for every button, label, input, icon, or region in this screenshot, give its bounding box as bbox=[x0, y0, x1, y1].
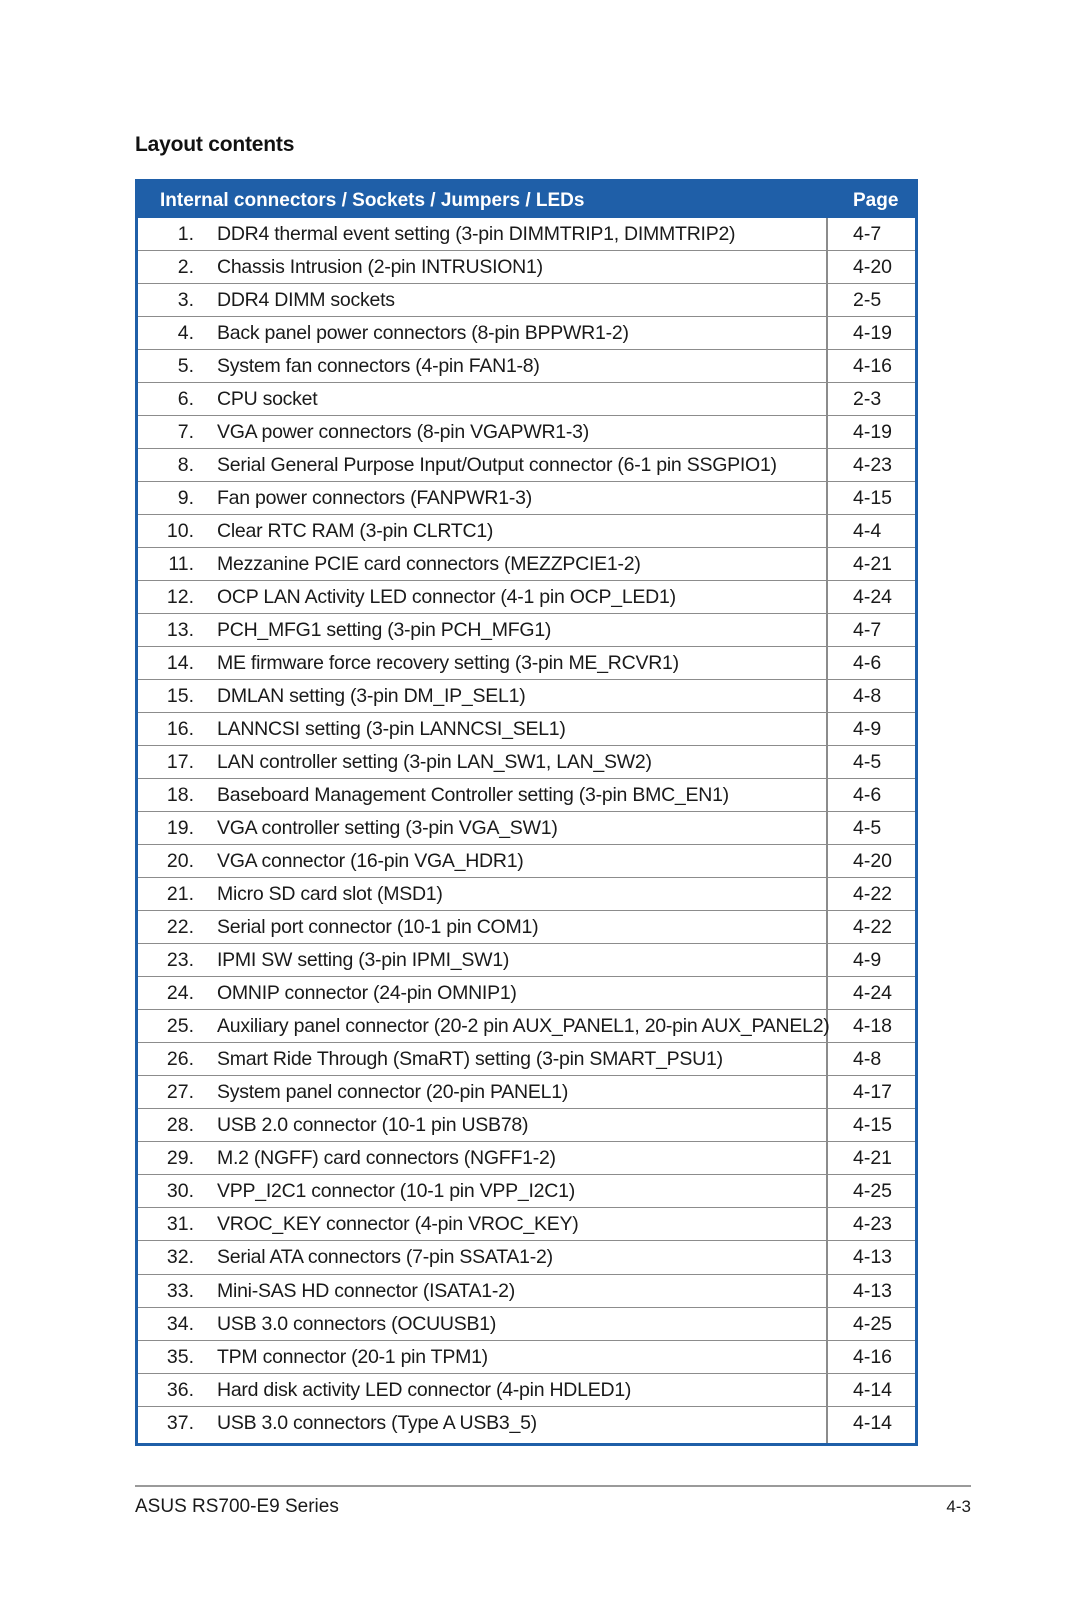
row-page: 4-21 bbox=[853, 553, 893, 576]
row-number: 6. bbox=[177, 388, 194, 411]
row-page: 4-9 bbox=[853, 718, 882, 741]
row-page: 4-17 bbox=[853, 1081, 893, 1104]
row-number: 19. bbox=[166, 817, 194, 840]
row-description: Smart Ride Through (SmaRT) setting (3-pin SMART_PSU1) bbox=[217, 1048, 723, 1071]
table-row bbox=[138, 1208, 915, 1241]
row-page: 4-20 bbox=[853, 256, 893, 279]
row-page: 4-8 bbox=[853, 685, 882, 708]
row-description: TPM connector (20-1 pin TPM1) bbox=[217, 1345, 488, 1368]
table-body bbox=[138, 218, 915, 1440]
row-number: 34. bbox=[166, 1312, 194, 1335]
table-row bbox=[138, 1308, 915, 1341]
table-row bbox=[138, 911, 915, 944]
table-row bbox=[138, 1241, 915, 1274]
row-description: LANNCSI setting (3-pin LANNCSI_SEL1) bbox=[217, 718, 566, 741]
row-description: Mezzanine PCIE card connectors (MEZZPCIE1-2) bbox=[217, 553, 641, 576]
table-row bbox=[138, 1341, 915, 1374]
row-number: 29. bbox=[166, 1147, 194, 1170]
row-number: 26. bbox=[166, 1048, 194, 1071]
row-number: 24. bbox=[166, 982, 194, 1005]
row-number: 37. bbox=[166, 1411, 194, 1434]
row-page: 4-22 bbox=[853, 916, 893, 939]
table-row bbox=[138, 482, 915, 515]
row-description: DDR4 thermal event setting (3-pin DIMMTRIP1, DIMMTRIP2) bbox=[217, 223, 736, 245]
table-row bbox=[138, 977, 915, 1010]
table-row bbox=[138, 878, 915, 911]
row-number: 2. bbox=[177, 256, 194, 279]
row-description: LAN controller setting (3-pin LAN_SW1, LAN_SW2) bbox=[217, 751, 652, 774]
row-page: 4-19 bbox=[853, 421, 893, 444]
row-number: 5. bbox=[177, 355, 194, 378]
row-number: 1. bbox=[177, 223, 194, 245]
row-number: 11. bbox=[168, 553, 194, 576]
row-description: Serial ATA connectors (7-pin SSATA1-2) bbox=[217, 1246, 553, 1269]
row-page: 4-22 bbox=[853, 883, 893, 906]
row-page: 4-20 bbox=[853, 850, 893, 873]
row-number: 15. bbox=[166, 685, 194, 708]
row-description: OCP LAN Activity LED connector (4-1 pin OCP_LED1) bbox=[217, 586, 676, 609]
row-page: 4-24 bbox=[853, 586, 893, 609]
row-page: 4-24 bbox=[853, 982, 893, 1005]
row-number: 14. bbox=[166, 652, 194, 675]
row-description: IPMI SW setting (3-pin IPMI_SW1) bbox=[217, 949, 510, 972]
row-page: 4-18 bbox=[853, 1015, 893, 1038]
table-row bbox=[138, 1142, 915, 1175]
row-number: 27. bbox=[166, 1081, 194, 1104]
row-description: Serial port connector (10-1 pin COM1) bbox=[217, 916, 539, 939]
row-number: 3. bbox=[177, 289, 194, 312]
row-number: 7. bbox=[177, 421, 194, 444]
footer-rule bbox=[135, 1485, 971, 1487]
row-number: 30. bbox=[166, 1180, 194, 1203]
row-number: 12. bbox=[166, 586, 194, 609]
row-description: OMNIP connector (24-pin OMNIP1) bbox=[217, 982, 517, 1005]
table-row bbox=[138, 845, 915, 878]
table-row bbox=[138, 812, 915, 845]
table-row bbox=[138, 581, 915, 614]
header-label: Internal connectors / Sockets / Jumpers / LEDs bbox=[160, 190, 585, 211]
row-page: 2-5 bbox=[853, 289, 882, 312]
row-description: Fan power connectors (FANPWR1-3) bbox=[217, 487, 532, 510]
row-number: 31. bbox=[166, 1213, 194, 1236]
table-row bbox=[138, 548, 915, 581]
table-row bbox=[138, 1175, 915, 1208]
row-page: 4-25 bbox=[853, 1180, 893, 1203]
row-page: 4-6 bbox=[853, 784, 882, 807]
row-description: Baseboard Management Controller setting (3-pin BMC_EN1) bbox=[217, 784, 729, 807]
row-page: 4-21 bbox=[853, 1147, 893, 1170]
table-row bbox=[138, 746, 915, 779]
row-description: USB 3.0 connectors (Type A USB3_5) bbox=[217, 1411, 537, 1434]
row-description: System panel connector (20-pin PANEL1) bbox=[217, 1081, 569, 1104]
row-page: 4-4 bbox=[853, 520, 882, 543]
row-number: 4. bbox=[177, 322, 194, 345]
table-row bbox=[138, 449, 915, 482]
row-description: USB 3.0 connectors (OCUUSB1) bbox=[217, 1312, 497, 1335]
table-row bbox=[138, 647, 915, 680]
row-number: 18. bbox=[166, 784, 194, 807]
row-description: CPU socket bbox=[217, 388, 318, 411]
row-number: 23. bbox=[166, 949, 194, 972]
table-row bbox=[138, 713, 915, 746]
row-page: 4-13 bbox=[853, 1246, 893, 1269]
row-number: 17. bbox=[166, 751, 194, 774]
table-row bbox=[138, 317, 915, 350]
row-description: M.2 (NGFF) card connectors (NGFF1-2) bbox=[217, 1147, 556, 1170]
table-row bbox=[138, 1076, 915, 1109]
row-page: 4-5 bbox=[853, 751, 882, 774]
row-number: 21. bbox=[166, 883, 194, 906]
row-page: 4-9 bbox=[853, 949, 882, 972]
row-description: VPP_I2C1 connector (10-1 pin VPP_I2C1) bbox=[217, 1180, 575, 1203]
row-page: 4-23 bbox=[853, 454, 893, 477]
table-row bbox=[138, 1374, 915, 1407]
row-number: 22. bbox=[166, 916, 194, 939]
row-description: System fan connectors (4-pin FAN1-8) bbox=[217, 355, 540, 378]
row-description: VGA power connectors (8-pin VGAPWR1-3) bbox=[217, 421, 589, 444]
row-description: PCH_MFG1 setting (3-pin PCH_MFG1) bbox=[217, 619, 552, 642]
table-row bbox=[138, 1010, 915, 1043]
row-number: 9. bbox=[177, 487, 194, 510]
footer-product-name: ASUS RS700-E9 Series bbox=[135, 1496, 339, 1517]
row-page: 4-23 bbox=[853, 1213, 893, 1236]
row-number: 10. bbox=[166, 520, 194, 543]
row-description: DDR4 DIMM sockets bbox=[217, 289, 395, 312]
row-page: 4-19 bbox=[853, 322, 893, 345]
row-number: 16. bbox=[166, 718, 194, 741]
table-row bbox=[138, 350, 915, 383]
row-page: 4-25 bbox=[853, 1312, 893, 1335]
row-number: 8. bbox=[177, 454, 194, 477]
row-page: 4-15 bbox=[853, 487, 893, 510]
row-number: 20. bbox=[166, 850, 194, 873]
row-description: VGA controller setting (3-pin VGA_SW1) bbox=[217, 817, 558, 840]
table-row bbox=[138, 251, 915, 284]
layout-contents-table bbox=[135, 179, 918, 1446]
header-page: Page bbox=[853, 190, 899, 211]
table-row bbox=[138, 1275, 915, 1308]
row-page: 4-14 bbox=[853, 1378, 893, 1401]
footer-page-number: 4-3 bbox=[946, 1497, 971, 1516]
table-row bbox=[138, 383, 915, 416]
row-description: VGA connector (16-pin VGA_HDR1) bbox=[217, 850, 524, 873]
row-description: Micro SD card slot (MSD1) bbox=[217, 883, 443, 906]
row-page: 4-6 bbox=[853, 652, 882, 675]
table-row bbox=[138, 1109, 915, 1142]
row-page: 4-16 bbox=[853, 355, 893, 378]
row-description: Clear RTC RAM (3-pin CLRTC1) bbox=[217, 520, 494, 543]
row-page: 4-8 bbox=[853, 1048, 882, 1071]
row-description: ME firmware force recovery setting (3-pin ME_RCVR1) bbox=[217, 652, 679, 675]
row-page: 4-7 bbox=[853, 223, 882, 245]
table-row bbox=[138, 515, 915, 548]
row-description: Chassis Intrusion (2-pin INTRUSION1) bbox=[217, 256, 543, 279]
row-description: DMLAN setting (3-pin DM_IP_SEL1) bbox=[217, 685, 526, 708]
row-description: VROC_KEY connector (4-pin VROC_KEY) bbox=[217, 1213, 579, 1236]
row-description: Hard disk activity LED connector (4-pin HDLED1) bbox=[217, 1378, 632, 1401]
row-number: 35. bbox=[166, 1345, 194, 1368]
row-number: 36. bbox=[166, 1378, 194, 1401]
table-row bbox=[138, 416, 915, 449]
table-row bbox=[138, 944, 915, 977]
row-page: 4-15 bbox=[853, 1114, 893, 1137]
row-page: 4-7 bbox=[853, 619, 882, 642]
row-number: 28. bbox=[166, 1114, 194, 1137]
row-description: USB 2.0 connector (10-1 pin USB78) bbox=[217, 1114, 529, 1137]
table-header bbox=[138, 182, 915, 218]
row-page: 4-13 bbox=[853, 1279, 893, 1302]
row-number: 25. bbox=[166, 1015, 194, 1038]
section-title: Layout contents bbox=[135, 133, 295, 156]
table-row bbox=[138, 614, 915, 647]
row-number: 13. bbox=[166, 619, 194, 642]
row-number: 32. bbox=[166, 1246, 194, 1269]
row-page: 4-16 bbox=[853, 1345, 893, 1368]
row-page: 4-14 bbox=[853, 1411, 893, 1434]
row-description: Back panel power connectors (8-pin BPPWR1-2) bbox=[217, 322, 629, 345]
row-page: 4-5 bbox=[853, 817, 882, 840]
table-row bbox=[138, 680, 915, 713]
table-row bbox=[138, 1407, 915, 1440]
table-row bbox=[138, 779, 915, 812]
row-number: 33. bbox=[166, 1279, 194, 1302]
row-description: Serial General Purpose Input/Output connector (6-1 pin SSGPIO1) bbox=[217, 454, 777, 477]
row-description: Auxiliary panel connector (20-2 pin AUX_PANEL1, 20-pin AUX_PANEL2) bbox=[217, 1015, 830, 1038]
table-row bbox=[138, 284, 915, 317]
row-description: Mini-SAS HD connector (ISATA1-2) bbox=[217, 1279, 515, 1302]
table-row bbox=[138, 218, 915, 251]
table-row bbox=[138, 1043, 915, 1076]
row-page: 2-3 bbox=[853, 388, 882, 411]
